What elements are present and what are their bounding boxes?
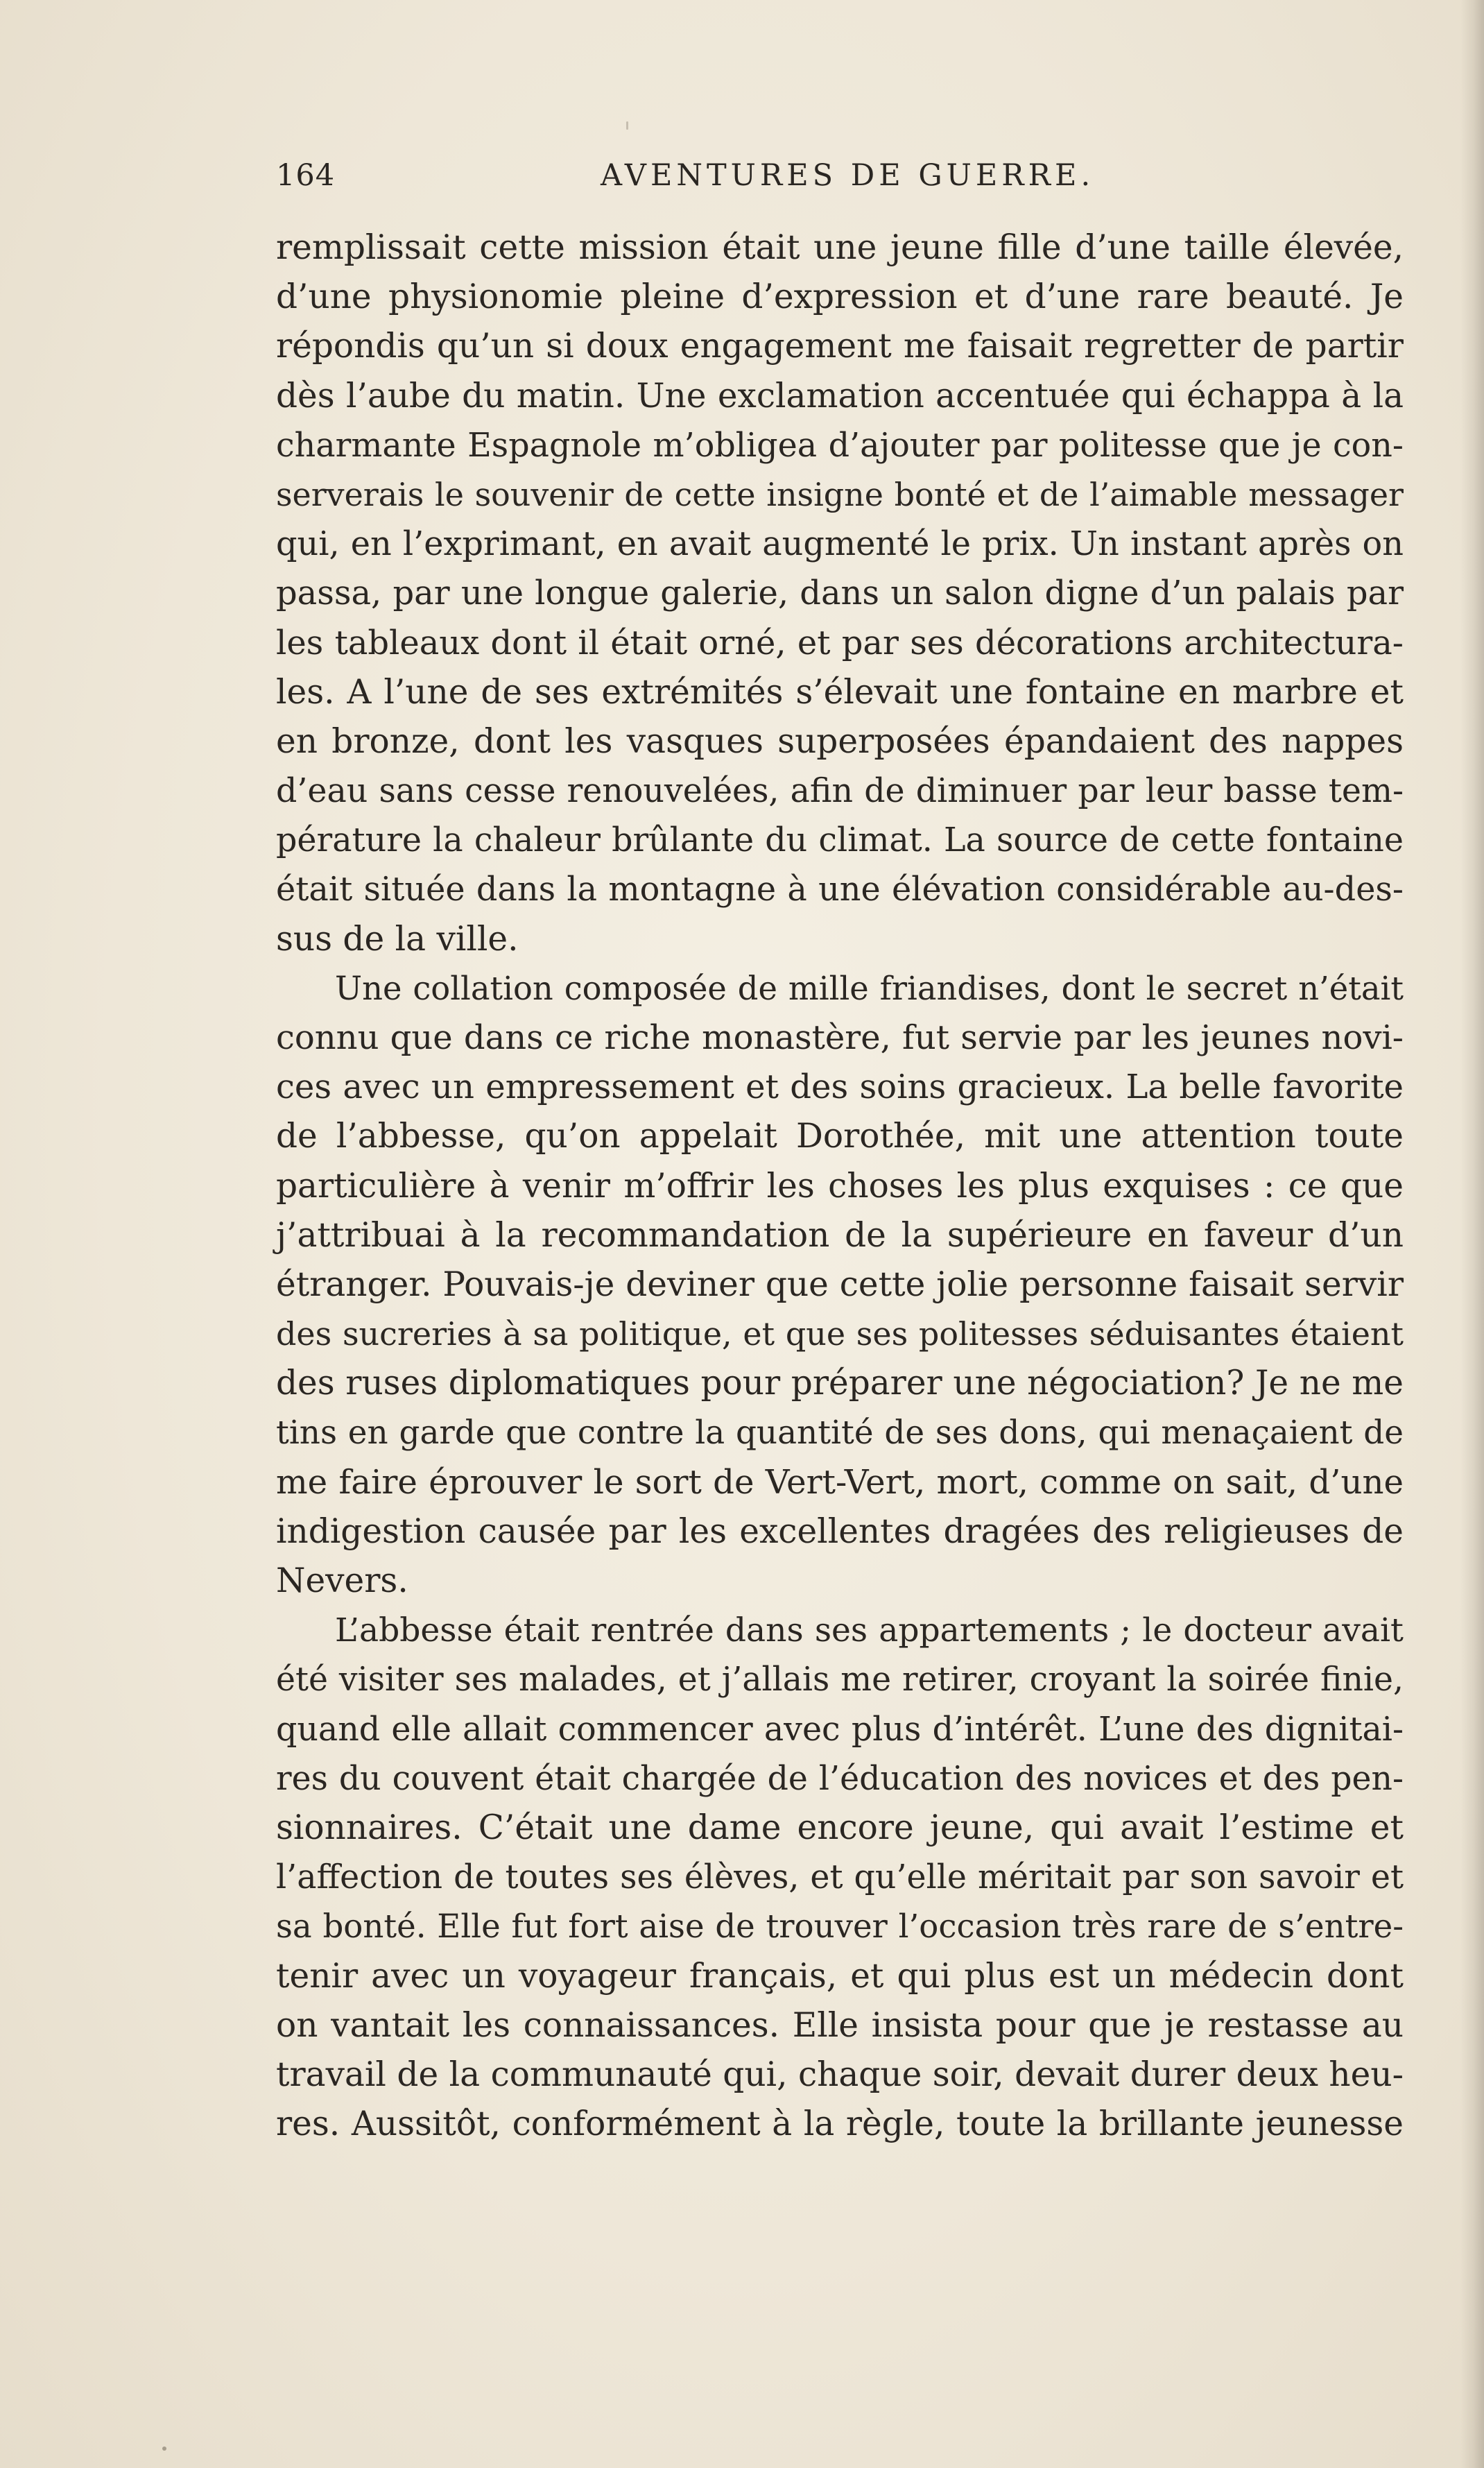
- running-header: [276, 158, 1399, 207]
- text-line: tenir avec un voyageur français, et qui plus est un médecin dont: [276, 1956, 1404, 1996]
- text-line: serverais le souvenir de cette insigne bonté et de l’aimable messager: [276, 475, 1404, 513]
- text-line: particulière à venir m’offrir les choses les plus exquises : ce que: [276, 1166, 1404, 1206]
- text-line: l’affection de toutes ses élèves, et qu’elle méritait par son savoir et: [276, 1858, 1404, 1897]
- text-line: me faire éprouver le sort de Vert-Vert, mort, comme on sait, d’une: [276, 1462, 1404, 1502]
- text-line: remplissait cette mission était une jeune fille d’une taille élevée,: [276, 228, 1404, 267]
- body-text: [276, 223, 1404, 2149]
- paragraph-end-line: Nevers.: [276, 1561, 408, 1601]
- text-line: travail de la communauté qui, chaque soir, devait durer deux heu-: [276, 2055, 1404, 2094]
- paper-speck: [626, 121, 628, 130]
- text-line: d’eau sans cesse renouvelées, afin de diminuer par leur basse tem-: [276, 772, 1404, 811]
- text-line: ces avec un empressement et des soins gracieux. La belle favorite: [276, 1068, 1404, 1107]
- text-line: sa bonté. Elle fut fort aise de trouver l’occasion très rare de s’entre-: [276, 1908, 1404, 1946]
- text-line: res. Aussitôt, conformément à la règle, toute la brillante jeunesse: [276, 2105, 1404, 2144]
- text-line: les tableaux dont il était orné, et par ses décorations architectura-: [276, 624, 1404, 662]
- text-line: dès l’aube du matin. Une exclamation accentuée qui échappa à la: [276, 376, 1404, 415]
- text-line: les. A l’une de ses extrémités s’élevait une fontaine en marbre et: [276, 672, 1404, 712]
- text-line: on vantait les connaissances. Elle insista pour que je restasse au: [276, 2005, 1404, 2045]
- text-line: des sucreries à sa politique, et que ses politesses séduisantes étaient: [276, 1315, 1404, 1353]
- running-title: AVENTURES DE GUERRE.: [601, 158, 1095, 193]
- text-line: étranger. Pouvais-je deviner que cette jolie personne faisait servir: [276, 1265, 1404, 1304]
- text-line: quand elle allait commencer avec plus d’intérêt. L’une des dignitai-: [276, 1710, 1404, 1749]
- text-line: charmante Espagnole m’obligea d’ajouter par politesse que je con-: [276, 426, 1404, 465]
- page-edge-shadow: [1460, 0, 1484, 2468]
- text-line: était située dans la montagne à une élévation considérable au-des-: [276, 871, 1404, 909]
- text-line: des ruses diplomatiques pour préparer une négociation? Je ne me: [276, 1364, 1404, 1403]
- text-line: pérature la chaleur brûlante du climat. La source de cette fontaine: [276, 821, 1404, 860]
- text-line: indigestion causée par les excellentes dragées des religieuses de: [276, 1511, 1404, 1551]
- text-line: connu que dans ce riche monastère, fut servie par les jeunes novi-: [276, 1018, 1404, 1057]
- paper-speck: [162, 2446, 166, 2451]
- text-line: en bronze, dont les vasques superposées épandaient des nappes: [276, 721, 1404, 761]
- text-line: été visiter ses malades, et j’allais me retirer, croyant la soirée finie,: [276, 1661, 1404, 1699]
- paragraph-start-line: L’abbesse était rentrée dans ses appartements ; le docteur avait: [335, 1611, 1404, 1650]
- text-line: d’une physionomie pleine d’expression et d’une rare beauté. Je: [276, 277, 1404, 317]
- text-line: sionnaires. C’était une dame encore jeune, qui avait l’estime et: [276, 1808, 1404, 1847]
- text-line: j’attribuai à la recommandation de la supérieure en faveur d’un: [276, 1215, 1404, 1255]
- page-number: 164: [276, 158, 336, 193]
- text-line: res du couvent était chargée de l’éducation des novices et des pen-: [276, 1759, 1404, 1798]
- text-line: qui, en l’exprimant, en avait augmenté le prix. Un instant après on: [276, 525, 1404, 564]
- paragraph-end-line: sus de la ville.: [276, 919, 519, 959]
- text-line: passa, par une longue galerie, dans un salon digne d’un palais par: [276, 574, 1404, 613]
- text-line: de l’abbesse, qu’on appelait Dorothée, mit une attention toute: [276, 1117, 1404, 1156]
- paragraph-start-line: Une collation composée de mille friandises, dont le secret n’était: [335, 969, 1404, 1007]
- text-line: répondis qu’un si doux engagement me faisait regretter de partir: [276, 327, 1404, 366]
- text-line: tins en garde que contre la quantité de ses dons, qui menaçaient de: [276, 1414, 1404, 1452]
